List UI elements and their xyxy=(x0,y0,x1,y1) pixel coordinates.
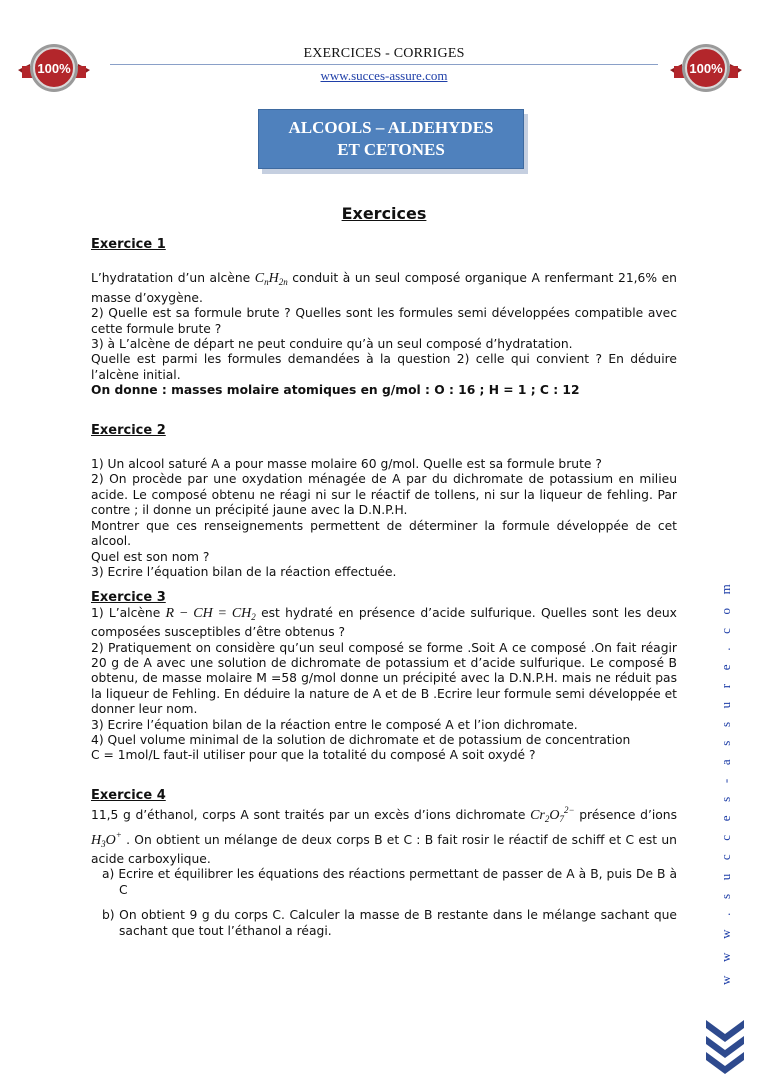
section-title: Exercices xyxy=(341,204,427,223)
badge-right-text: 100% xyxy=(689,61,723,76)
hydronium-formula: $H_3O^+$ xyxy=(91,829,122,849)
chevron-down-icon xyxy=(704,1016,746,1076)
exercise-1-data: On donne : masses molaire atomiques en g/mol : O : 16 ; H = 1 ; C : 12 xyxy=(91,383,580,398)
exercise-2-question-1: 1) Un alcool saturé A a pour masse molaire 60 g/mol. Quelle est sa formule brute ? xyxy=(91,457,602,472)
exercise-1-statement: L’hydratation d’un alcène $C_nH_{2n}$ conduit à un seul composé organique A renfermant 21,6% en masse d’oxygène. xyxy=(91,271,677,305)
exercise-2-question-3: 3) Ecrire l’équation bilan de la réaction effectuée. xyxy=(91,564,397,579)
alkene-formula: $C_nH_{2n}$ xyxy=(254,271,288,288)
header-title: EXERCICES - CORRIGES xyxy=(303,46,465,61)
chapter-title-box xyxy=(258,109,524,169)
badge-left-text: 100% xyxy=(37,61,71,76)
exercise-1-question-3b: Quelle est parmi les formules demandées à la question 2) celle qui convient ? En déduire l’alcène initial. xyxy=(91,352,677,382)
exercise-1-question-3: 3) à L’alcène de départ ne peut conduire qu’à un seul composé d’hydratation. xyxy=(91,337,573,352)
exercise-4-heading: Exercice 4 xyxy=(91,787,166,803)
exercise-3-question-1: 1) L’alcène R − CH = $CH_2$ est hydraté en présence d’acide sulfurique. Quelles sont les deux composées susceptibles d’être obtenus ? xyxy=(91,605,677,640)
chapter-title-line2: ET CETONES xyxy=(337,140,445,159)
exercises-content xyxy=(91,237,677,939)
exercise-2-heading: Exercice 2 xyxy=(91,422,166,438)
alkene-r-formula: R − CH = $CH_2$ xyxy=(165,605,256,622)
header-divider xyxy=(110,64,658,65)
exercise-4-statement: 11,5 g d’éthanol, corps A sont traités par un excès d’ions dichromate $Cr_2O_7^{2-}$ présence d’ions $H_3O^+$ . On obtient un mélange de deux corps B et C : B fait rosir le réactif de schiff et C est un acide carboxylique. xyxy=(91,805,677,866)
exercise-3-question-2: 2) Pratiquement on considère qu’un seul composé se forme .Soit A ce composé .On fait réagir 20 g de A avec une solution de dichromate de potassium et d’acide sulfurique. Le composé B obtenu, de masse molaire M =58 g/mol donne un précipité avec la D.N.P.H. mais ne réduit pas la liqueur de Fehling. En déduire la nature de A et de B .Ecrire leur formule semi développée et donner leur nom. xyxy=(91,640,677,717)
exercise-2-question-2: 2) On procède par une oxydation ménagée de A par du dichromate de potassium en milieu acide. Le composé obtenu ne réagi ni sur le réactif de tollens, ni sur la liqueur de fehling. Par contre ; il donne un précipité jaune avec la D.N.P.H. xyxy=(91,472,677,518)
exercise-3-heading: Exercice 3 xyxy=(91,590,166,606)
exercise-4-question-b: b) On obtient 9 g du corps C. Calculer la masse de B restante dans le mélange sachant que sachant que tout l’éthanol a réagi. xyxy=(102,908,677,938)
exercise-3-question-3: 3) Ecrire l’équation bilan de la réaction entre le composé A et l’ion dichromate. xyxy=(91,717,578,732)
exercise-4-question-a: a) Ecrire et équilibrer les équations des réactions permettant de passer de A à B, puis De B à C xyxy=(102,867,677,897)
exercise-3-question-4b: C = 1mol/L faut-il utiliser pour que la totalité du composé A soit oxydé ? xyxy=(91,748,536,763)
side-url-text: w w w . s u c c e s - a s s u r e . c o m xyxy=(718,579,733,985)
chapter-title-line1: ALCOOLS – ALDEHYDES xyxy=(288,118,494,137)
exercise-3-question-4: 4) Quel volume minimal de la solution de dichromate et de potassium de concentration xyxy=(91,732,631,747)
dichromate-formula: $Cr_2O_7^{2-}$ xyxy=(530,805,575,825)
exercise-2-question-2c: Quel est son nom ? xyxy=(91,549,210,564)
exercise-1-heading: Exercice 1 xyxy=(91,237,166,252)
header-url-link[interactable]: www.succes-assure.com xyxy=(320,68,448,83)
exercise-1-question-2: 2) Quelle est sa formule brute ? Quelles sont les formules semi développées compatible avec cette formule brute ? xyxy=(91,306,677,336)
exercise-2-question-2b: Montrer que ces renseignements permettent de déterminer la formule développée de cet alcool. xyxy=(91,518,677,549)
